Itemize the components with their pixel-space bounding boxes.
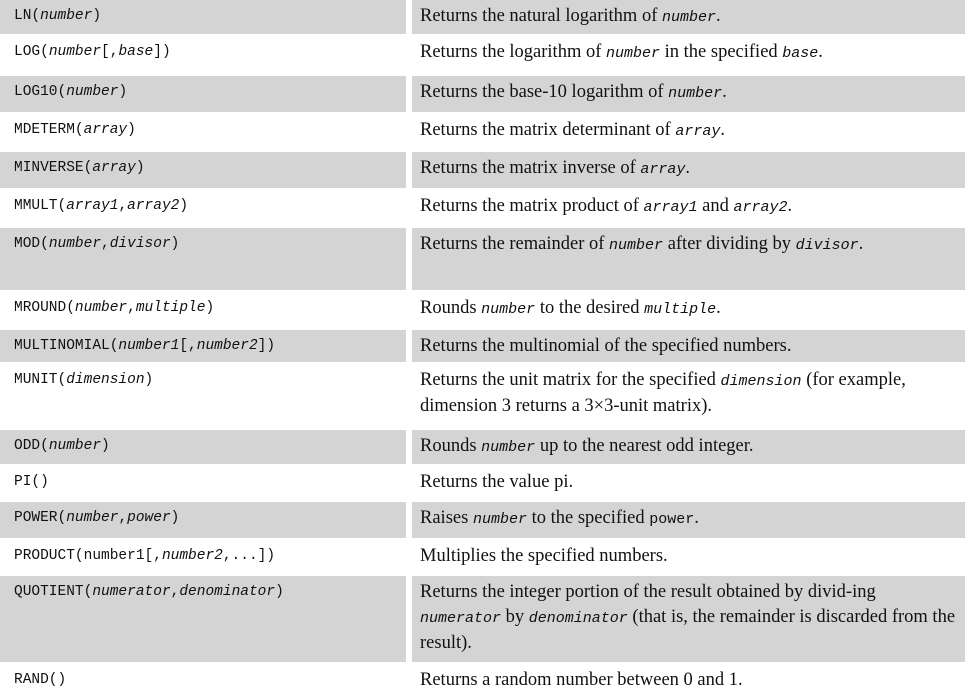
syntax-text: ) xyxy=(92,8,102,24)
syntax-text: ]) xyxy=(153,44,171,60)
description-code: number xyxy=(472,511,527,528)
syntax-text: MUNIT( xyxy=(14,372,67,388)
description-text: and xyxy=(697,196,734,216)
syntax-text: ) xyxy=(144,372,154,388)
function-syntax xyxy=(14,300,404,316)
table-row xyxy=(0,540,965,574)
syntax-text: ) xyxy=(170,236,180,252)
syntax-text: , xyxy=(118,198,128,214)
syntax-text: PRODUCT(number1[, xyxy=(14,548,162,564)
description-text: . xyxy=(722,82,727,102)
description-text: Rounds xyxy=(420,298,482,318)
table-row xyxy=(0,0,965,34)
syntax-text: ) xyxy=(127,122,136,138)
function-syntax xyxy=(14,84,404,100)
syntax-argument: number xyxy=(40,8,93,24)
syntax-argument: dimension xyxy=(66,372,145,388)
description-text: Returns the base-10 logarithm of xyxy=(420,82,669,102)
function-description xyxy=(420,4,960,30)
description-code: dimension xyxy=(720,373,802,390)
table-row xyxy=(0,364,965,428)
description-text: Returns the matrix inverse of xyxy=(420,158,641,178)
function-description xyxy=(420,580,960,656)
syntax-argument: number xyxy=(66,510,119,526)
description-text: . xyxy=(694,508,699,528)
table-row xyxy=(0,330,965,362)
description-code: number xyxy=(481,439,536,456)
table-row xyxy=(0,152,965,188)
syntax-argument: number2 xyxy=(161,548,223,564)
table-row xyxy=(0,502,965,538)
syntax-text: , xyxy=(101,236,110,252)
syntax-argument: array xyxy=(83,122,128,138)
description-code: power xyxy=(649,511,695,528)
syntax-text: ) xyxy=(135,160,145,176)
description-code: denominator xyxy=(528,610,628,627)
description-code: number xyxy=(606,45,661,62)
function-description xyxy=(420,506,960,532)
description-text: Raises xyxy=(420,508,473,528)
syntax-text: ) xyxy=(205,300,215,316)
function-description xyxy=(420,194,960,220)
column-divider xyxy=(406,330,412,362)
description-text: Multiplies the specified numbers. xyxy=(420,546,668,566)
column-divider xyxy=(406,76,412,112)
column-divider xyxy=(406,292,412,328)
syntax-text: ]) xyxy=(257,338,276,354)
syntax-text: LOG( xyxy=(14,44,49,60)
column-divider xyxy=(406,430,412,464)
function-syntax xyxy=(14,548,404,564)
syntax-text: ) xyxy=(118,84,128,100)
table-row xyxy=(0,76,965,112)
column-divider xyxy=(406,114,412,150)
syntax-text: , xyxy=(170,584,180,600)
syntax-text: MOD( xyxy=(14,236,49,252)
column-divider xyxy=(406,664,412,699)
description-text: (for example, dimension 3 returns a 3×3-unit matrix). xyxy=(420,370,906,416)
syntax-argument: base xyxy=(118,44,154,60)
description-text: Returns the logarithm of xyxy=(420,42,606,62)
syntax-argument: number xyxy=(66,84,119,100)
description-text: after dividing by xyxy=(663,234,796,254)
description-text: by xyxy=(501,607,529,627)
syntax-argument: array1 xyxy=(66,198,119,214)
function-description xyxy=(420,668,960,693)
description-text: Returns the value pi. xyxy=(420,472,574,492)
syntax-text: MROUND( xyxy=(14,300,75,316)
syntax-argument: denominator xyxy=(179,584,276,600)
function-syntax xyxy=(14,372,404,388)
function-description xyxy=(420,334,960,359)
description-text: to the desired xyxy=(535,298,645,318)
syntax-argument: array2 xyxy=(127,198,180,214)
function-description xyxy=(420,470,960,495)
description-code: number xyxy=(668,85,723,102)
syntax-argument: number1 xyxy=(118,338,180,354)
description-text: Returns the integer portion of the result obtained by divid-ing xyxy=(420,582,876,602)
function-syntax xyxy=(14,198,404,214)
description-text: Rounds xyxy=(420,436,482,456)
syntax-text: ) xyxy=(101,438,110,454)
syntax-argument: number xyxy=(74,300,128,316)
syntax-argument: array xyxy=(92,160,136,176)
column-divider xyxy=(406,36,412,74)
description-text: Returns the remainder of xyxy=(420,234,610,254)
description-code: array xyxy=(640,161,686,178)
description-code: number xyxy=(609,237,664,254)
description-code: number xyxy=(661,9,716,26)
table-row xyxy=(0,576,965,662)
function-description xyxy=(420,232,960,258)
table-row xyxy=(0,466,965,500)
syntax-text: , xyxy=(127,300,136,316)
function-description xyxy=(420,368,960,419)
function-description xyxy=(420,118,960,144)
function-description xyxy=(420,296,960,322)
function-syntax xyxy=(14,236,404,252)
function-syntax xyxy=(14,438,404,454)
description-text: Returns the unit matrix for the specified xyxy=(420,370,721,390)
column-divider xyxy=(406,190,412,226)
table-row xyxy=(0,36,965,74)
description-text: Returns the matrix product of xyxy=(420,196,644,216)
syntax-text: LN( xyxy=(14,8,41,24)
syntax-argument: number2 xyxy=(196,338,258,354)
column-divider xyxy=(406,466,412,500)
table-row xyxy=(0,190,965,226)
function-syntax xyxy=(14,584,404,600)
description-text: . xyxy=(720,120,725,140)
description-code: base xyxy=(782,45,819,62)
column-divider xyxy=(406,502,412,538)
table-row xyxy=(0,114,965,150)
syntax-argument: number xyxy=(48,44,102,60)
syntax-argument: divisor xyxy=(109,236,171,252)
syntax-text: , xyxy=(118,510,128,526)
function-syntax xyxy=(14,510,404,526)
syntax-text: [, xyxy=(101,44,119,60)
column-divider xyxy=(406,0,412,34)
syntax-text: MINVERSE( xyxy=(14,160,93,176)
function-description xyxy=(420,434,960,460)
function-syntax xyxy=(14,160,404,176)
function-description xyxy=(420,40,960,66)
description-text: . xyxy=(858,234,864,254)
table-row xyxy=(0,430,965,464)
description-text: Returns a random number between 0 and 1. xyxy=(420,670,743,690)
syntax-text: MULTINOMIAL( xyxy=(14,338,119,354)
function-syntax xyxy=(14,474,404,490)
description-text: Returns the multinomial of the specified numbers. xyxy=(420,336,792,356)
function-description xyxy=(420,156,960,182)
function-syntax xyxy=(14,122,404,138)
syntax-text: QUOTIENT( xyxy=(14,584,93,600)
function-description xyxy=(420,544,960,569)
syntax-text: ODD( xyxy=(14,438,49,454)
description-code: divisor xyxy=(795,237,859,254)
column-divider xyxy=(406,540,412,574)
description-text: . xyxy=(818,42,823,62)
description-code: numerator xyxy=(420,610,502,627)
syntax-text: RAND() xyxy=(14,672,67,688)
description-text: . xyxy=(787,196,793,216)
syntax-text: MDETERM( xyxy=(14,122,84,138)
column-divider xyxy=(406,364,412,428)
description-code: array xyxy=(675,123,721,140)
syntax-text: POWER( xyxy=(14,510,67,526)
description-code: number xyxy=(481,301,536,318)
function-syntax xyxy=(14,672,404,688)
column-divider xyxy=(406,152,412,188)
table-row xyxy=(0,292,965,328)
description-text: . xyxy=(716,6,721,26)
description-code: array1 xyxy=(643,199,698,216)
description-text: up to the nearest odd integer. xyxy=(535,436,754,456)
syntax-argument: multiple xyxy=(135,300,206,316)
description-code: array2 xyxy=(733,199,788,216)
description-text: . xyxy=(685,158,691,178)
column-divider xyxy=(406,228,412,290)
syntax-text: PI() xyxy=(14,474,49,490)
function-syntax xyxy=(14,44,404,60)
syntax-argument: number xyxy=(48,438,102,454)
description-text: to the specified xyxy=(526,508,650,528)
syntax-argument: numerator xyxy=(92,584,171,600)
table-row xyxy=(0,228,965,290)
syntax-text: ) xyxy=(275,584,284,600)
syntax-argument: power xyxy=(127,510,171,526)
syntax-text: ) xyxy=(170,510,180,526)
description-text: in the specified xyxy=(660,42,783,62)
description-text: (that is, the remainder is discarded from the result). xyxy=(420,607,956,653)
description-text: . xyxy=(716,298,721,318)
function-syntax xyxy=(14,338,404,354)
syntax-argument: number xyxy=(48,236,102,252)
syntax-text: MMULT( xyxy=(14,198,67,214)
column-divider xyxy=(406,576,412,662)
syntax-text: ,...]) xyxy=(222,548,276,564)
description-text: Returns the matrix determinant of xyxy=(420,120,676,140)
function-description xyxy=(420,80,960,106)
syntax-text: ) xyxy=(179,198,189,214)
description-text: Returns the natural logarithm of xyxy=(420,6,662,26)
description-code: multiple xyxy=(644,301,717,318)
syntax-text: [, xyxy=(179,338,197,354)
function-syntax xyxy=(14,8,404,24)
table-row xyxy=(0,664,965,699)
syntax-text: LOG10( xyxy=(14,84,67,100)
